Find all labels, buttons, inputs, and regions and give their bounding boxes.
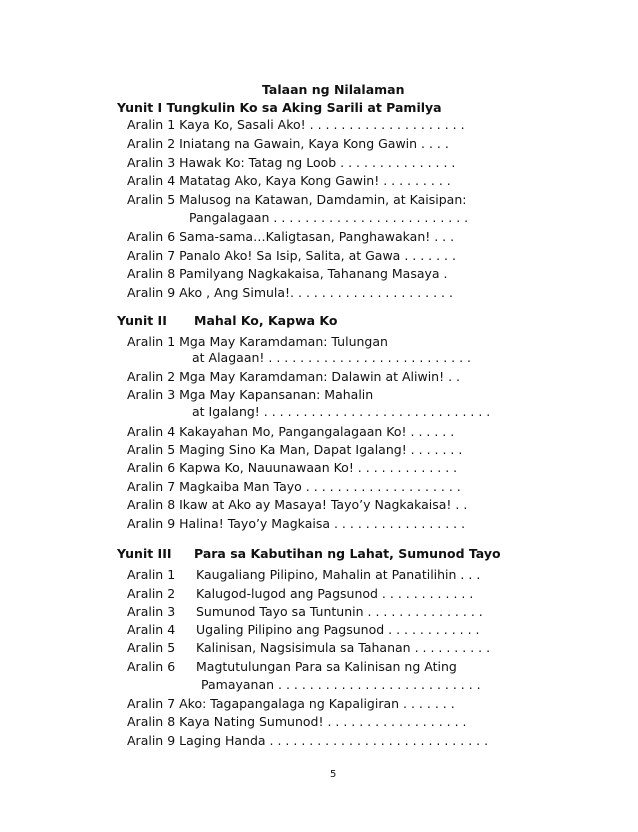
- lesson-title: Ugaling Pilipino ang Pagsunod . . . . . . . . . . . .: [196, 622, 480, 637]
- lesson-line: Aralin 7 Magkaiba Man Tayo . . . . . . . . . . . . . . . . . . . .: [127, 479, 461, 494]
- lesson-line: Aralin 5 Malusog na Katawan, Damdamin, at Kaisipan:: [127, 192, 467, 207]
- lesson-line: Aralin 4 Kakayahan Mo, Pangangalagaan Ko! . . . . . .: [127, 424, 455, 439]
- lesson-title: Kaugaliang Pilipino, Mahalin at Panatilihin . . .: [196, 567, 481, 582]
- lesson-number: Aralin 1: [127, 567, 176, 582]
- lesson-line-continuation: Pamayanan . . . . . . . . . . . . . . . . . . . . . . . . . .: [201, 677, 481, 692]
- lesson-line: Aralin 7 Ako: Tagapangalaga ng Kapaligiran . . . . . . .: [127, 696, 455, 711]
- lesson-title: Magtutulungan Para sa Kalinisan ng Ating: [196, 659, 457, 674]
- unit-2-heading: Mahal Ko, Kapwa Ko: [194, 313, 338, 328]
- lesson-line: Aralin 9 Ako , Ang Simula!. . . . . . . . . . . . . . . . . . . . .: [127, 285, 453, 300]
- lesson-line: Aralin 3 Mga May Kapansanan: Mahalin: [127, 387, 374, 402]
- lesson-line: Aralin 9 Halina! Tayo’y Magkaisa . . . . . . . . . . . . . . . . .: [127, 516, 466, 531]
- unit-3-heading: Para sa Kabutihan ng Lahat, Sumunod Tayo: [194, 546, 501, 561]
- lesson-title: Sumunod Tayo sa Tuntunin . . . . . . . . . . . . . . .: [196, 604, 483, 619]
- lesson-number: Aralin 6: [127, 659, 176, 674]
- lesson-line: Aralin 8 Pamilyang Nagkakaisa, Tahanang Masaya .: [127, 266, 448, 281]
- lesson-number: Aralin 5: [127, 640, 176, 655]
- lesson-line: Aralin 3 Hawak Ko: Tatag ng Loob . . . . . . . . . . . . . . .: [127, 155, 456, 170]
- lesson-line: Aralin 2 Mga May Karamdaman: Dalawin at Aliwin! . .: [127, 369, 461, 384]
- page-number: 5: [330, 769, 337, 780]
- lesson-line: Aralin 2 Iniatang na Gawain, Kaya Kong Gawin . . . .: [127, 136, 449, 151]
- unit-2-label: Yunit II: [117, 313, 167, 328]
- lesson-line: Aralin 9 Laging Handa . . . . . . . . . . . . . . . . . . . . . . . . . . . .: [127, 733, 489, 748]
- lesson-line: Aralin 1 Mga May Karamdaman: Tulungan: [127, 334, 388, 349]
- lesson-line-continuation: Pangalagaan . . . . . . . . . . . . . . . . . . . . . . . . .: [189, 210, 469, 225]
- lesson-line: Aralin 8 Ikaw at Ako ay Masaya! Tayo’y Nagkakaisa! . .: [127, 497, 468, 512]
- lesson-number: Aralin 2: [127, 586, 176, 601]
- lesson-line-continuation: at Alagaan! . . . . . . . . . . . . . . . . . . . . . . . . . .: [192, 350, 472, 365]
- lesson-line: Aralin 6 Sama-sama…Kaligtasan, Panghawakan! . . .: [127, 229, 455, 244]
- lesson-line: Aralin 5 Maging Sino Ka Man, Dapat Igalang! . . . . . . .: [127, 442, 463, 457]
- unit-1-heading: Yunit I Tungkulin Ko sa Aking Sarili at Pamilya: [117, 100, 442, 115]
- lesson-line: Aralin 1 Kaya Ko, Sasali Ako! . . . . . . . . . . . . . . . . . . . .: [127, 117, 465, 132]
- lesson-line: Aralin 4 Matatag Ako, Kaya Kong Gawin! . . . . . . . . .: [127, 173, 451, 188]
- lesson-line: Aralin 6 Kapwa Ko, Nauunawaan Ko! . . . . . . . . . . . . .: [127, 460, 458, 475]
- lesson-line: Aralin 8 Kaya Nating Sumunod! . . . . . . . . . . . . . . . . . .: [127, 714, 467, 729]
- lesson-number: Aralin 4: [127, 622, 176, 637]
- page-title: Talaan ng Nilalaman: [262, 82, 405, 97]
- unit-3-label: Yunit III: [117, 546, 172, 561]
- lesson-line-continuation: at Igalang! . . . . . . . . . . . . . . . . . . . . . . . . . . . . .: [192, 404, 491, 419]
- lesson-title: Kalugod-lugod ang Pagsunod . . . . . . . . . . . .: [196, 586, 474, 601]
- lesson-line: Aralin 7 Panalo Ako! Sa Isip, Salita, at Gawa . . . . . . .: [127, 248, 456, 263]
- lesson-title: Kalinisan, Nagsisimula sa Tahanan . . . . . . . . . .: [196, 640, 491, 655]
- lesson-number: Aralin 3: [127, 604, 176, 619]
